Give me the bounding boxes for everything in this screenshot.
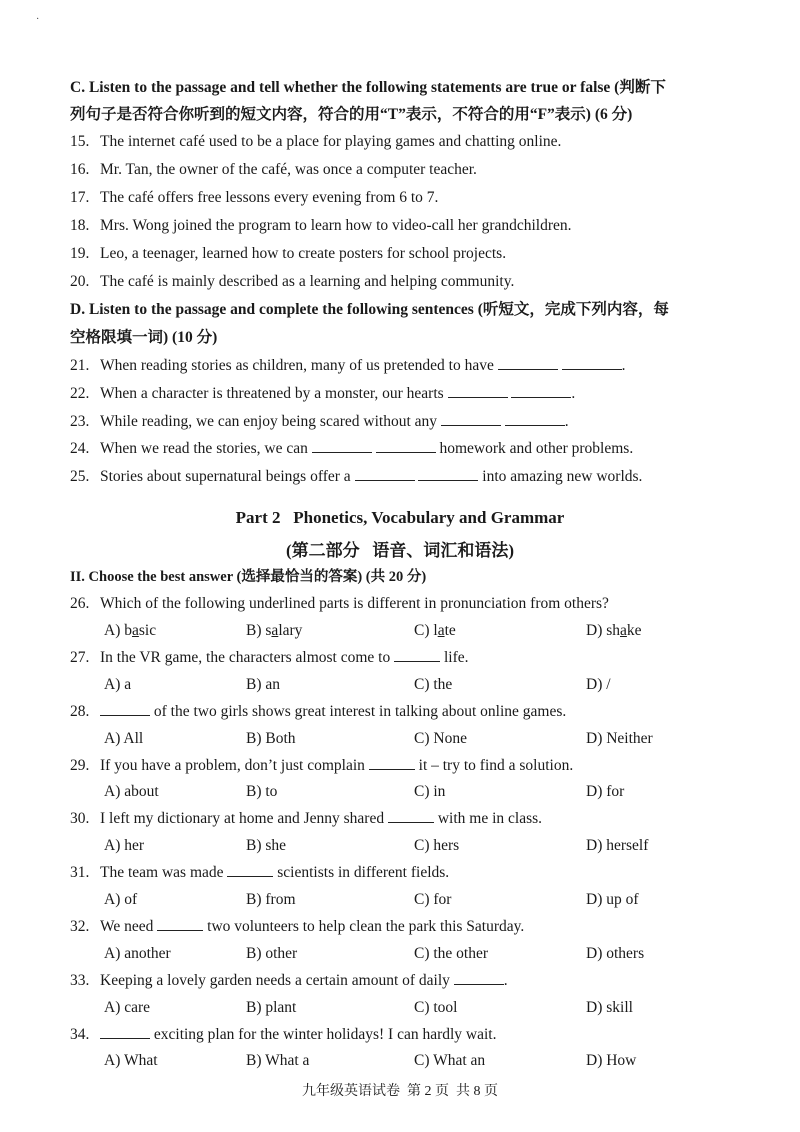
part2-title: Part 2 Phonetics, Vocabulary and Grammar [235, 508, 565, 527]
question-text: it – try to find a solution. [418, 757, 574, 774]
section-c-instruction-line2: 列句子是否符合你听到的短文内容，符合的用“T”表示，不符合的用“F”表示) (6 分) [70, 106, 633, 123]
sentence-21 [70, 355, 625, 376]
question-number: 26. [70, 595, 90, 612]
option-c[interactable]: C) the other [414, 945, 489, 962]
question-number: 22. [70, 385, 90, 402]
option-c[interactable]: C) in [414, 783, 446, 800]
question-34 [70, 1024, 497, 1045]
answer-blank[interactable] [454, 970, 504, 985]
question-number: 16. [70, 161, 90, 178]
answer-blank[interactable] [376, 438, 436, 453]
option-c[interactable]: C) hers [414, 837, 460, 854]
section-ii-instruction: II. Choose the best answer (选择最恰当的答案) (共 20 分) [70, 569, 427, 585]
question-30 [70, 808, 542, 829]
sentence-25 [70, 466, 642, 487]
question-number: 21. [70, 357, 90, 374]
option-c[interactable] [414, 621, 456, 641]
sentence-before: While reading, we can enjoy being scared without any [100, 413, 438, 430]
option-b[interactable]: B) from [246, 891, 296, 908]
question-number: 24. [70, 440, 90, 457]
option-c[interactable]: C) for [414, 891, 452, 908]
option-text: B) s [246, 622, 272, 639]
statement-19 [70, 244, 506, 264]
statement-text: Mr. Tan, the owner of the café, was once a computer teacher. [100, 161, 477, 178]
option-d[interactable]: D) / [586, 676, 611, 693]
option-text: ke [626, 622, 642, 639]
question-text: I left my dictionary at home and Jenny shared [100, 810, 385, 827]
answer-blank[interactable] [505, 411, 565, 426]
answer-blank[interactable] [511, 383, 571, 398]
question-text: life. [444, 649, 469, 666]
question-28 [70, 701, 566, 722]
question-number: 28. [70, 703, 90, 720]
option-d[interactable]: D) How [586, 1052, 637, 1069]
part2-subtitle: (第二部分 语音、词汇和语法) [285, 541, 515, 560]
question-number: 18. [70, 217, 90, 234]
question-number: 25. [70, 468, 90, 485]
answer-blank[interactable] [227, 862, 273, 877]
option-a[interactable]: A) her [104, 837, 145, 854]
answer-blank[interactable] [312, 438, 372, 453]
option-b[interactable]: B) Both [246, 730, 296, 747]
question-text: Keeping a lovely garden needs a certain amount of daily [100, 972, 450, 989]
option-b[interactable]: B) What a [246, 1052, 310, 1069]
sentence-before: Stories about supernatural beings offer a [100, 468, 351, 485]
option-b[interactable]: B) she [246, 837, 287, 854]
question-number: 29. [70, 757, 90, 774]
option-a[interactable] [104, 621, 156, 641]
option-text: D) sh [586, 622, 621, 639]
question-text: exciting plan for the winter holidays! I can hardly wait. [153, 1026, 497, 1043]
statement-text: Leo, a teenager, learned how to create posters for school projects. [100, 245, 507, 262]
sentence-before: When we read the stories, we can [100, 440, 308, 457]
question-number: 17. [70, 189, 90, 206]
sentence-after: . [564, 413, 569, 430]
sentence-24 [70, 438, 633, 459]
statement-text: The café is mainly described as a learning and helping community. [100, 273, 515, 290]
question-text: If you have a problem, don’t just complain [100, 757, 365, 774]
question-text: . [503, 972, 508, 989]
option-d[interactable]: D) up of [586, 891, 639, 908]
option-d[interactable]: D) Neither [586, 730, 653, 747]
sentence-after: homework and other problems. [439, 440, 634, 457]
answer-blank[interactable] [100, 1024, 150, 1039]
question-number: 23. [70, 413, 90, 430]
question-number: 19. [70, 245, 90, 262]
question-31 [70, 862, 449, 883]
question-text: Which of the following underlined parts is different in pronunciation from others? [100, 595, 609, 612]
option-c[interactable]: C) None [414, 730, 467, 747]
answer-blank[interactable] [388, 808, 434, 823]
question-26 [70, 594, 609, 614]
statement-text: The internet café used to be a place for playing games and chatting online. [100, 133, 562, 150]
answer-blank[interactable] [418, 466, 478, 481]
question-text: of the two girls shows great interest in talking about online games. [153, 703, 567, 720]
sentence-before: When reading stories as children, many of us pretended to have [100, 357, 494, 374]
question-text: The team was made [100, 864, 224, 881]
underlined-letter: a [271, 622, 279, 639]
answer-blank[interactable] [441, 411, 501, 426]
option-b[interactable]: B) an [246, 676, 281, 693]
option-a[interactable]: A) What [104, 1052, 158, 1069]
statement-17 [70, 188, 438, 208]
option-a[interactable]: A) of [104, 891, 138, 908]
question-text: with me in class. [437, 810, 543, 827]
corner-mark: · [36, 14, 40, 25]
option-b[interactable] [246, 621, 302, 641]
option-a[interactable]: A) a [104, 676, 132, 693]
underlined-letter: a [437, 622, 445, 639]
question-number: 34. [70, 1026, 90, 1043]
option-text: lary [278, 622, 303, 639]
statement-16 [70, 160, 477, 180]
option-b[interactable]: B) other [246, 945, 298, 962]
option-d[interactable]: D) others [586, 945, 645, 962]
option-a[interactable]: A) another [104, 945, 171, 962]
sentence-after: . [571, 385, 576, 402]
question-32 [70, 916, 524, 937]
option-d[interactable]: D) for [586, 783, 625, 800]
answer-blank[interactable] [448, 383, 508, 398]
option-a[interactable]: A) care [104, 999, 151, 1016]
underlined-letter: a [620, 622, 627, 639]
question-number: 20. [70, 273, 90, 290]
question-text: We need [100, 918, 154, 935]
answer-blank[interactable] [157, 916, 203, 931]
sentence-22 [70, 383, 575, 404]
statement-text: The café offers free lessons every evening from 6 to 7. [100, 189, 439, 206]
option-text: sic [138, 622, 157, 639]
answer-blank[interactable] [498, 355, 558, 370]
question-number: 33. [70, 972, 90, 989]
option-text: C) l [414, 622, 438, 639]
question-number: 15. [70, 133, 90, 150]
option-d[interactable] [586, 621, 642, 641]
option-b[interactable]: B) to [246, 783, 278, 800]
option-c[interactable]: C) What an [414, 1052, 486, 1069]
answer-blank[interactable] [369, 755, 415, 770]
answer-blank[interactable] [100, 701, 150, 716]
question-29 [70, 755, 573, 776]
sentence-23 [70, 411, 569, 432]
sentence-after: into amazing new worlds. [482, 468, 643, 485]
section-d-instruction-line2: 空格限填一词) (10 分) [70, 329, 218, 346]
question-number: 32. [70, 918, 90, 935]
underlined-letter: a [131, 622, 139, 639]
option-text: te [444, 622, 456, 639]
question-text: scientists in different fields. [277, 864, 450, 881]
answer-blank[interactable] [355, 466, 415, 481]
option-a[interactable]: A) All [104, 730, 144, 747]
question-number: 31. [70, 864, 90, 881]
section-c-instruction-line1: C. Listen to the passage and tell whether the following statements are true or false (判断下 [70, 79, 666, 96]
option-a[interactable]: A) about [104, 783, 159, 800]
answer-blank[interactable] [394, 647, 440, 662]
sentence-after: . [621, 357, 626, 374]
statement-text: Mrs. Wong joined the program to learn how to video-call her grandchildren. [100, 217, 572, 234]
option-c[interactable]: C) the [414, 676, 453, 693]
sentence-before: When a character is threatened by a monster, our hearts [100, 385, 444, 402]
question-text: two volunteers to help clean the park this Saturday. [207, 918, 525, 935]
section-d-instruction-line1: D. Listen to the passage and complete the following sentences (听短文，完成下列内容，每 [70, 301, 669, 318]
statement-18 [70, 216, 572, 236]
question-number: 27. [70, 649, 90, 666]
question-number: 30. [70, 810, 90, 827]
statement-15 [70, 132, 561, 152]
option-b[interactable]: B) plant [246, 999, 297, 1016]
answer-blank[interactable] [562, 355, 622, 370]
option-d[interactable]: D) skill [586, 999, 633, 1016]
statement-20 [70, 272, 514, 292]
option-d[interactable]: D) herself [586, 837, 649, 854]
question-27 [70, 647, 469, 668]
option-c[interactable]: C) tool [414, 999, 458, 1016]
question-text: In the VR game, the characters almost come to [100, 649, 391, 666]
page-footer: 九年级英语试卷 第 2 页 共 8 页 [302, 1084, 498, 1099]
option-text: A) b [104, 622, 132, 639]
question-33 [70, 970, 508, 991]
